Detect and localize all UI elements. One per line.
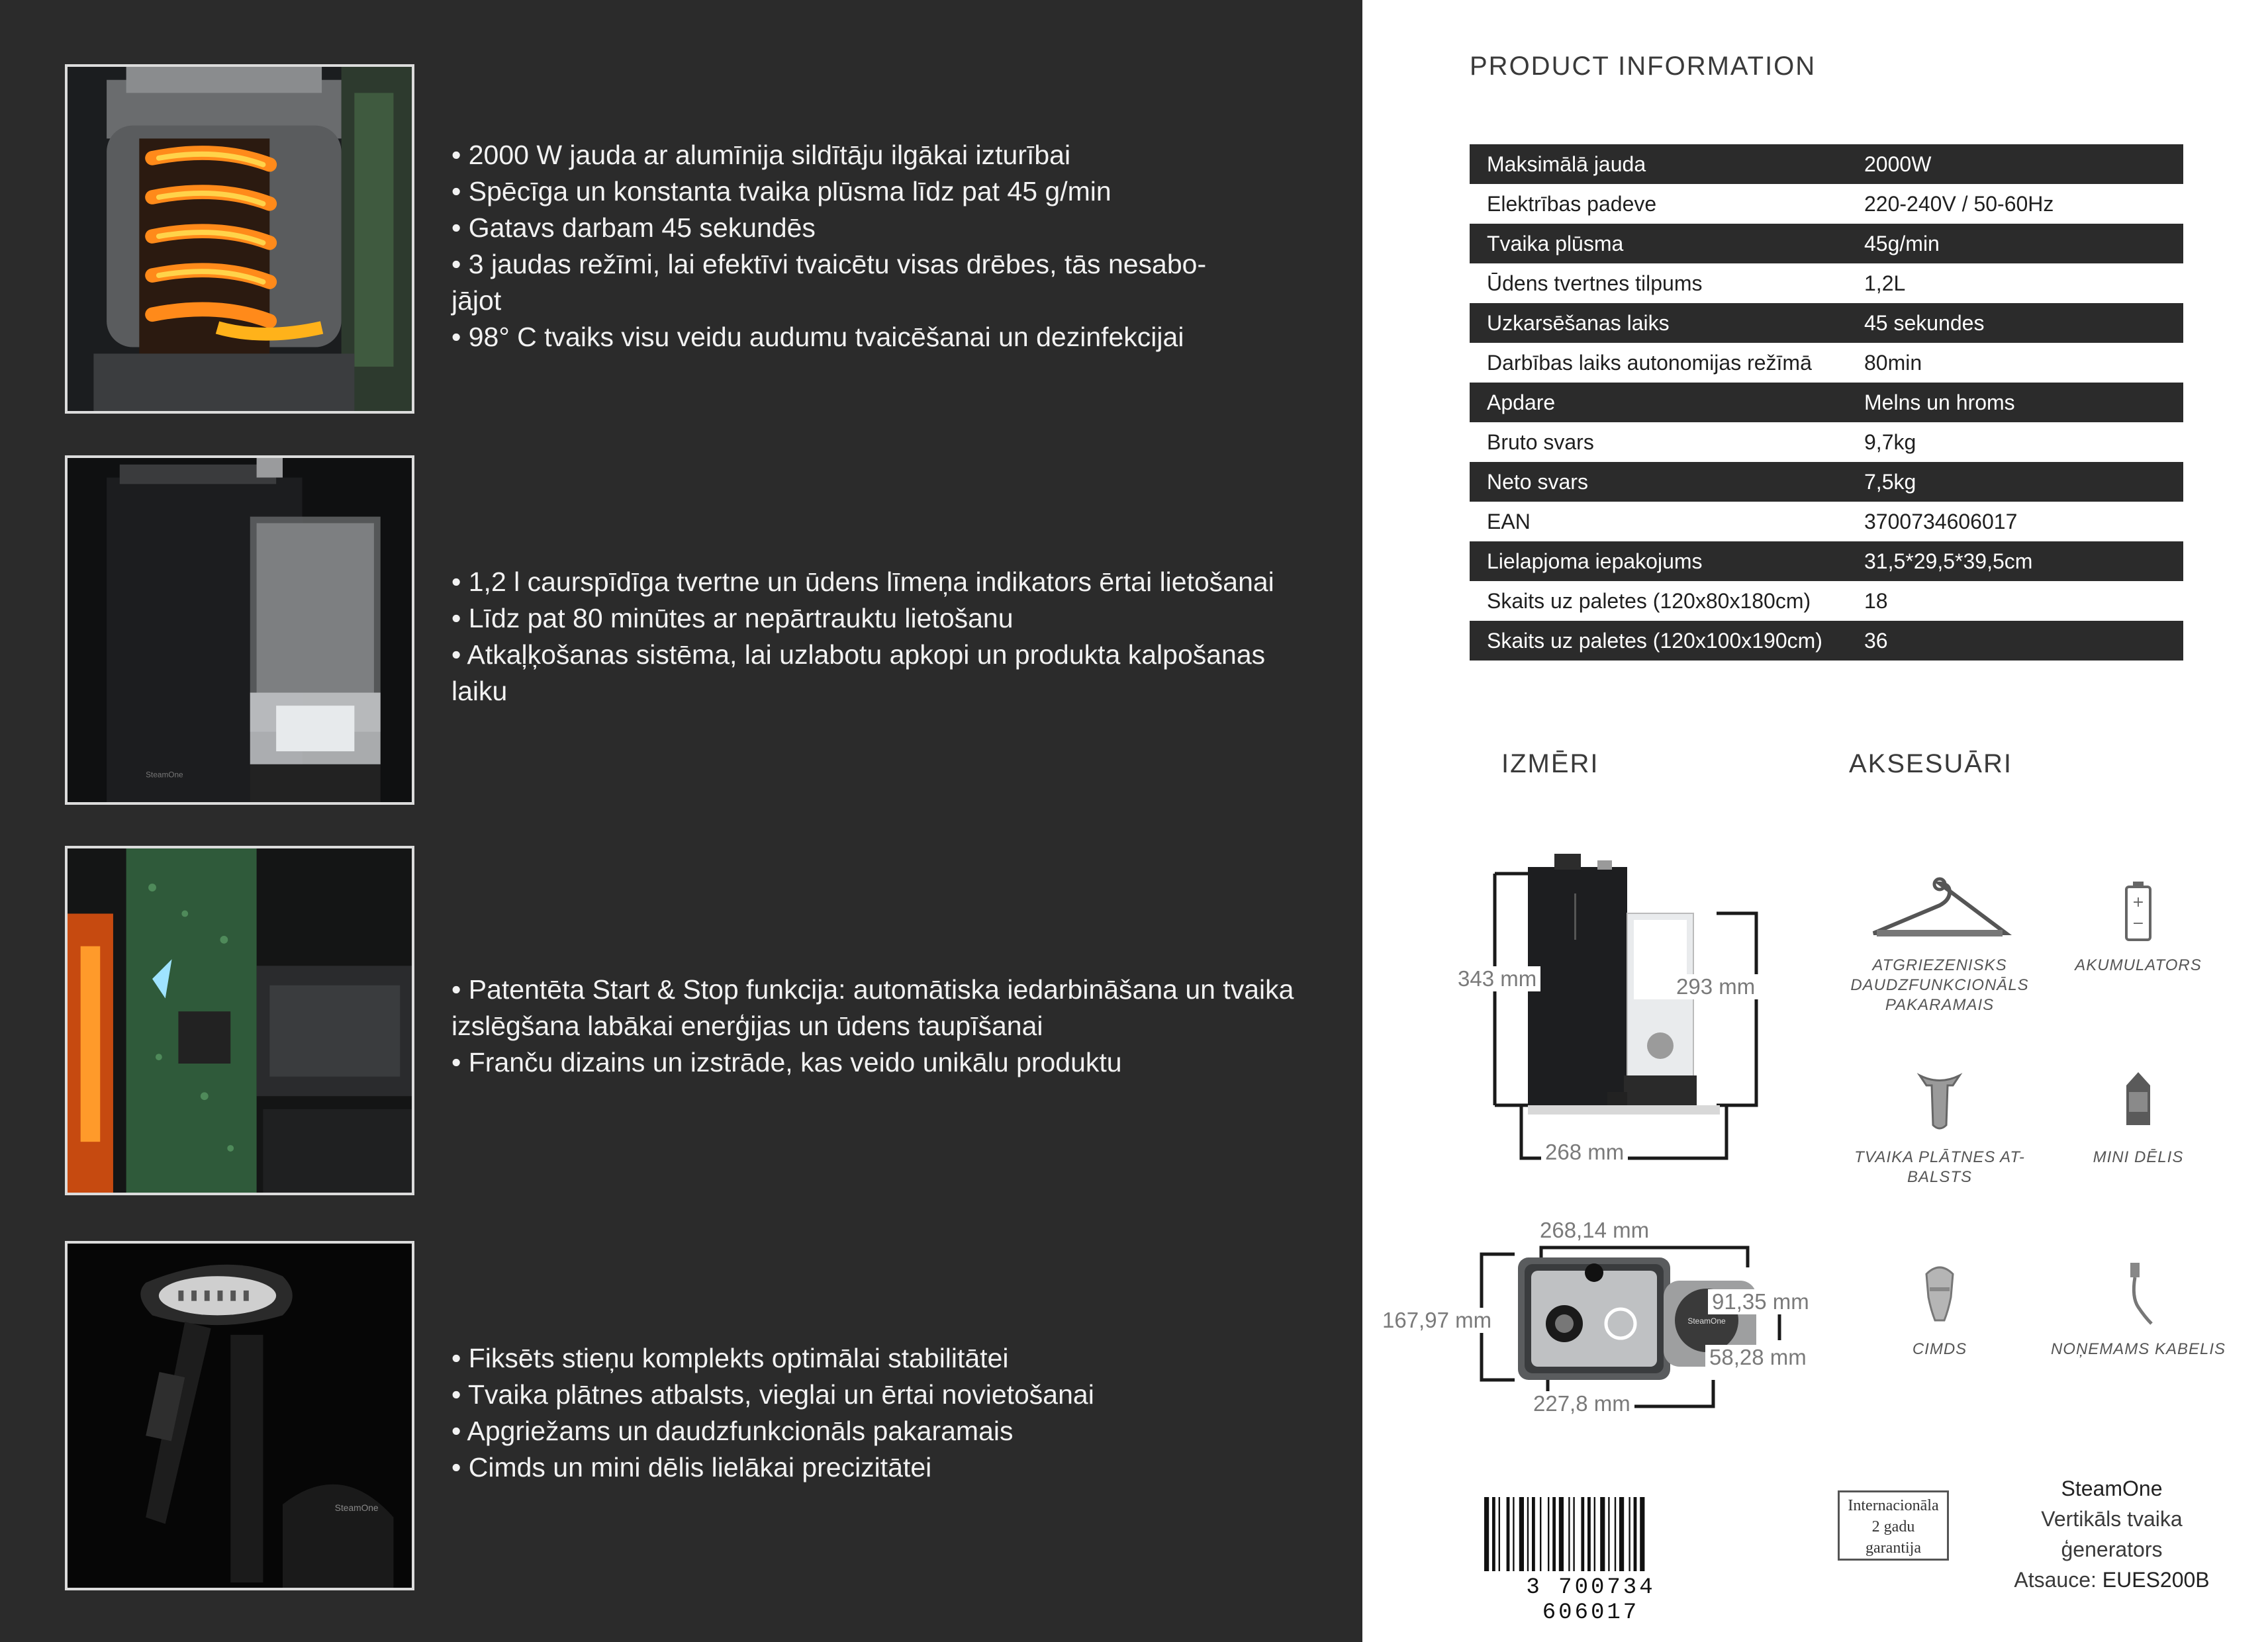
- plate-support-icon: [1913, 1066, 1966, 1138]
- mini-board-icon: [2118, 1066, 2158, 1138]
- water-tank-photo: [65, 455, 414, 805]
- product-identity: [1993, 1473, 2231, 1595]
- spec-label: Apdare: [1470, 383, 1864, 422]
- barcode-bar: [1513, 1497, 1514, 1571]
- dim-width-top: 268,14 mm: [1536, 1218, 1653, 1243]
- accessory-label: ATGRIEZENISKS DAUDZFUNKCIONĀLS PAKARAMAIS: [1850, 956, 2029, 1014]
- feature-text-startstop: [451, 972, 1312, 1081]
- spec-row: [1470, 184, 2183, 224]
- spec-row: [1470, 502, 2183, 541]
- feature-row-tank: [0, 455, 1362, 813]
- dim-base-width: 227,8 mm: [1529, 1391, 1634, 1416]
- product-info-title: PRODUCT INFORMATION: [1470, 52, 1817, 81]
- feature-bullet: • Apgriežams un daudzfunkcionāls pakaramais: [451, 1416, 1014, 1446]
- feature-bullet: • Franču dizains un izstrāde, kas veido unikālu produktu: [451, 1047, 1122, 1077]
- spec-value: 3700734606017: [1864, 502, 2183, 541]
- svg-text:SteamOne: SteamOne: [334, 1502, 379, 1513]
- barcode-bar: [1629, 1497, 1630, 1571]
- warranty-line: 2 gadu: [1871, 1518, 1915, 1535]
- barcode-bar: [1608, 1497, 1609, 1571]
- feature-text-accessories: [451, 1340, 1312, 1486]
- spec-value: 45g/min: [1864, 224, 2183, 263]
- spec-value: 220-240V / 50-60Hz: [1864, 184, 2183, 224]
- product-ref-value: EUES200B: [2102, 1568, 2210, 1592]
- barcode: [1482, 1497, 1700, 1625]
- dim-height-total: 343 mm: [1454, 966, 1540, 991]
- spec-label: Darbības laiks autonomijas režīmā: [1470, 343, 1864, 383]
- feature-bullet: • Gatavs darbam 45 sekundēs: [451, 212, 816, 243]
- warranty-line: garantija: [1866, 1539, 1921, 1557]
- barcode-bar: [1568, 1497, 1570, 1571]
- svg-text:+: +: [2132, 894, 2145, 911]
- spec-label: Lielapjoma iepakojums: [1470, 541, 1864, 581]
- feature-bullet: • Spēcīga un konstanta tvaika plūsma līdz pat 45 g/min: [451, 176, 1111, 206]
- barcode-digits: 3 700734 606017: [1526, 1575, 1656, 1625]
- circuit-board-photo: [65, 846, 414, 1195]
- accessory-label: TVAIKA PLĀTNES AT-BALSTS: [1854, 1148, 2025, 1186]
- product-brand: SteamOne: [2061, 1477, 2163, 1500]
- dimensions-title: IZMĒRI: [1501, 749, 1599, 778]
- front-dimension-drawing: [1455, 854, 1766, 1171]
- accessory-label: AKUMULATORS: [2075, 956, 2202, 974]
- spec-value: 36: [1864, 621, 2183, 661]
- spec-value: 18: [1864, 581, 2183, 621]
- barcode-bar: [1594, 1497, 1595, 1571]
- spec-row: [1470, 383, 2183, 422]
- spec-value: Melns un hroms: [1864, 383, 2183, 422]
- accessory-mini-board: [2039, 1066, 2238, 1167]
- steamer-head-photo: [65, 1241, 414, 1590]
- product-name-line: ģenerators: [2061, 1537, 2163, 1561]
- feature-bullet: • Līdz pat 80 minūtes ar nepārtrauktu lietošanu: [451, 603, 1014, 633]
- spec-value: 7,5kg: [1864, 462, 2183, 502]
- feature-row-heater: [0, 64, 1362, 422]
- cable-icon: [2112, 1257, 2165, 1330]
- accessory-battery: [2039, 874, 2238, 976]
- accessory-cable: [2039, 1257, 2238, 1359]
- accessory-label: NOŅEMAMS KABELIS: [2050, 1340, 2226, 1358]
- dim-tank-width: 58,28 mm: [1705, 1345, 1811, 1370]
- spec-row: [1470, 343, 2183, 383]
- barcode-bar: [1548, 1497, 1549, 1571]
- barcode-bar: [1619, 1497, 1624, 1571]
- feature-bullet: • Tvaika plātnes atbalsts, vieglai un ērtai novietošanai: [451, 1379, 1094, 1410]
- spec-row: [1470, 541, 2183, 581]
- warranty-line: Internacionāla: [1848, 1497, 1939, 1514]
- product-ref-label: Atsauce:: [2014, 1568, 2097, 1592]
- feature-bullet: • 98° C tvaiks visu veidu audumu tvaicēšanai un dezinfekcijai: [451, 322, 1184, 352]
- spec-label: Neto svars: [1470, 462, 1864, 502]
- product-reference: [1993, 1565, 2231, 1595]
- spec-label: Skaits uz paletes (120x100x190cm): [1470, 621, 1864, 661]
- spec-row: [1470, 581, 2183, 621]
- spec-label: EAN: [1470, 502, 1864, 541]
- barcode-bar: [1552, 1497, 1556, 1571]
- barcode-bar: [1492, 1497, 1495, 1571]
- barcode-bar: [1634, 1497, 1637, 1571]
- spec-label: Bruto svars: [1470, 422, 1864, 462]
- svg-text:SteamOne: SteamOne: [146, 770, 183, 780]
- feature-bullet: • 1,2 l caurspīdīga tvertne un ūdens līmeņa indikators ērtai lietošanai: [451, 567, 1274, 597]
- spec-label: Skaits uz paletes (120x80x180cm): [1470, 581, 1864, 621]
- feature-bullet: • Patentēta Start & Stop funkcija: automātiska iedarbināšana un tvaika izslēgšana labākai enerģijas un ūdens taupīšanai: [451, 974, 1294, 1041]
- feature-bullet: • Cimds un mini dēlis lielākai precizitātei: [451, 1452, 932, 1482]
- feature-text-heater: [451, 137, 1312, 355]
- barcode-bar: [1587, 1497, 1591, 1571]
- heater-coil-photo: [65, 64, 414, 414]
- warranty-badge: [1838, 1490, 1949, 1561]
- accessory-hanger: [1840, 874, 2039, 1015]
- spec-value: 31,5*29,5*39,5cm: [1864, 541, 2183, 581]
- barcode-bar: [1540, 1497, 1541, 1571]
- barcode-bar: [1581, 1497, 1584, 1571]
- accessory-plate-support: [1840, 1066, 2039, 1187]
- spec-value: 1,2L: [1864, 263, 2183, 303]
- spec-table: [1470, 144, 2183, 661]
- feature-text-tank: [451, 564, 1312, 709]
- barcode-bar: [1519, 1497, 1524, 1571]
- barcode-bar: [1527, 1497, 1529, 1571]
- spec-label: Maksimālā jauda: [1470, 144, 1864, 184]
- feature-bullet: • Fiksēts stieņu komplekts optimālai stabilitātei: [451, 1343, 1009, 1373]
- accessories-title: AKSESUĀRI: [1849, 749, 2012, 778]
- barcode-bar: [1532, 1497, 1535, 1571]
- feature-bullet: • 3 jaudas režīmi, lai efektīvi tvaicētu visas drēbes, tās nesabo-jājot: [451, 249, 1207, 316]
- feature-bullet: • Atkaļķošanas sistēma, lai uzlabotu apkopi un produkta kalpošanas laiku: [451, 639, 1266, 706]
- feature-row-accessories: [0, 1241, 1362, 1598]
- spec-label: Ūdens tvertnes tilpums: [1470, 263, 1864, 303]
- spec-row: [1470, 224, 2183, 263]
- spec-row: [1470, 303, 2183, 343]
- spec-label: Elektrības padeve: [1470, 184, 1864, 224]
- spec-row: [1470, 621, 2183, 661]
- barcode-bar: [1484, 1497, 1489, 1571]
- product-name-line: Vertikāls tvaika: [2041, 1507, 2183, 1531]
- spec-value: 45 sekundes: [1864, 303, 2183, 343]
- info-panel: [1362, 0, 2268, 1642]
- battery-icon: [2118, 874, 2158, 946]
- accessory-label: CIMDS: [1912, 1340, 1967, 1358]
- barcode-bar: [1573, 1497, 1574, 1571]
- dim-depth-top: 167,97 mm: [1378, 1308, 1495, 1333]
- dim-width-front: 268 mm: [1541, 1140, 1628, 1165]
- spec-row: [1470, 422, 2183, 462]
- barcode-bar: [1559, 1497, 1564, 1571]
- svg-text:−: −: [2132, 915, 2145, 932]
- spec-label: Tvaika plūsma: [1470, 224, 1864, 263]
- barcode-bar: [1600, 1497, 1605, 1571]
- barcode-bar: [1499, 1497, 1500, 1571]
- dim-height-tank: 293 mm: [1672, 974, 1759, 999]
- glove-icon: [1916, 1257, 1963, 1330]
- hanger-icon: [1867, 874, 2012, 946]
- accessory-label: MINI DĒLIS: [2093, 1148, 2184, 1166]
- feature-bullet: • 2000 W jauda ar alumīnija sildītāju ilgākai izturībai: [451, 140, 1071, 170]
- barcode-bar: [1615, 1497, 1616, 1571]
- feature-row-startstop: [0, 846, 1362, 1203]
- spec-row: [1470, 144, 2183, 184]
- spec-row: [1470, 462, 2183, 502]
- spec-label: Uzkarsēšanas laiks: [1470, 303, 1864, 343]
- dim-tank-depth: 91,35 mm: [1708, 1289, 1813, 1314]
- barcode-bars: [1482, 1497, 1700, 1571]
- accessory-glove: [1840, 1257, 2039, 1359]
- barcode-bar: [1507, 1497, 1510, 1571]
- barcode-bar: [1640, 1497, 1644, 1571]
- spec-value: 9,7kg: [1864, 422, 2183, 462]
- spec-value: 80min: [1864, 343, 2183, 383]
- svg-text:SteamOne: SteamOne: [1687, 1316, 1726, 1326]
- spec-row: [1470, 263, 2183, 303]
- spec-value: 2000W: [1864, 144, 2183, 184]
